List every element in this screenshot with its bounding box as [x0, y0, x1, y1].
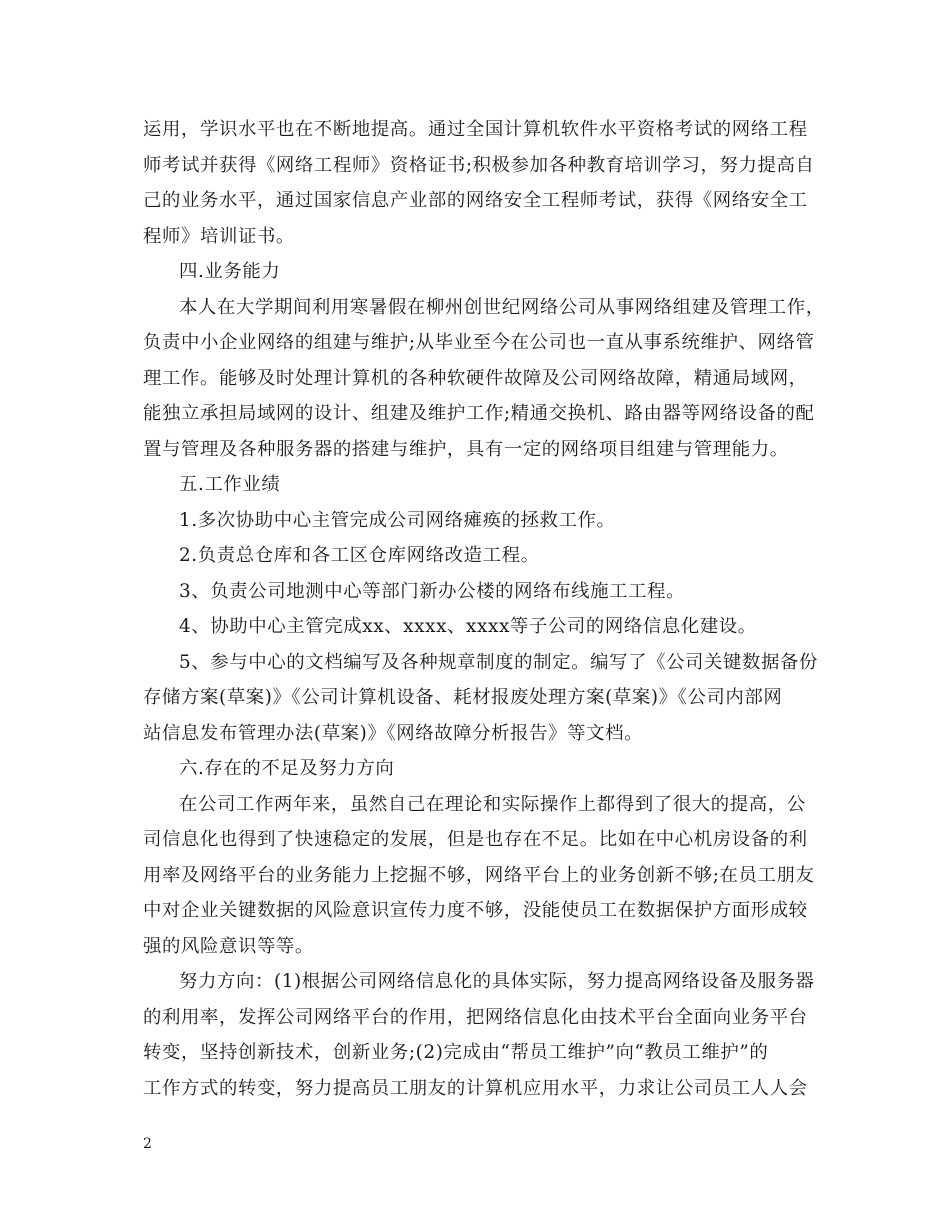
text-line: 己的业务水平，通过国家信息产业部的网络安全工程师考试，获得《网络安全工 [143, 190, 808, 211]
text-line: 存储方案(草案)》《公司计算机设备、耗材报废处理方案(草案)》《公司内部网 [143, 687, 783, 708]
page-number: 2 [143, 1136, 152, 1152]
text-line: 理工作。能够及时处理计算机的各种软硬件故障及公司网络故障，精通局域网， [143, 367, 808, 389]
list-item: 1.多次协助中心主管完成公司网络瘫痪的拯救工作。 [179, 509, 616, 531]
list-item: 3、负责公司地测中心等部门新办公楼的网络布线施工工程。 [179, 580, 686, 602]
section-heading: 五.工作业绩 [179, 474, 281, 495]
text-line: 程师》培训证书。 [143, 225, 295, 247]
text-line: 的利用率，发挥公司网络平台的作用，把网络信息化由技术平台全面向业务平台 [143, 1006, 808, 1028]
text-line: 中对企业关键数据的风险意识宣传力度不够，没能使员工在数据保护方面形成较 [143, 900, 808, 921]
text-line: 师考试并获得《网络工程师》资格证书;积极参加各种教育培训学习，努力提高自 [143, 154, 815, 176]
text-line: 努力方向：(1)根据公司网络信息化的具体实际，努力提高网络设备及服务器 [179, 971, 815, 992]
text-line: 强的风险意识等等。 [143, 935, 314, 957]
text-line: 在公司工作两年来，虽然自己在理论和实际操作上都得到了很大的提高，公 [179, 793, 806, 815]
text-line: 站信息发布管理办法(草案)》《网络故障分析报告》等文档。 [143, 722, 644, 744]
list-item: 5、参与中心的文档编写及各种规章制度的制定。编写了《公司关键数据备份 [179, 651, 818, 673]
text-line: 用率及网络平台的业务能力上挖掘不够，网络平台上的业务创新不够;在员工朋友 [143, 864, 815, 886]
text-line: 转变，坚持创新技术，创新业务;(2)完成由“帮员工维护”向“教员工维护”的 [143, 1042, 769, 1063]
text-line: 负责中小企业网络的组建与维护;从毕业至今在公司也一直从事系统维护、网络管 [143, 332, 815, 353]
document-body [143, 112, 823, 1106]
text-line: 能独立承担局域网的设计、组建及维护工作;精通交换机、路由器等网络设备的配 [143, 403, 815, 424]
list-item: 4、协助中心主管完成xx、xxxx、xxxx等子公司的网络信息化建设。 [179, 616, 757, 637]
list-item: 2.负责总仓库和各工区仓库网络改造工程。 [179, 545, 540, 566]
section-heading: 六.存在的不足及努力方向 [179, 758, 395, 779]
text-line: 运用，学识水平也在不断地提高。通过全国计算机软件水平资格考试的网络工程 [143, 119, 808, 140]
section-heading: 四.业务能力 [179, 261, 281, 282]
text-line: 本人在大学期间利用寒暑假在柳州创世纪网络公司从事网络组建及管理工作， [179, 296, 825, 318]
text-line: 司信息化也得到了快速稳定的发展，但是也存在不足。比如在中心机房设备的利 [143, 829, 808, 850]
text-line: 工作方式的转变，努力提高员工朋友的计算机应用水平，力求让公司员工人人会 [143, 1077, 808, 1099]
text-line: 置与管理及各种服务器的搭建与维护，具有一定的网络项目组建与管理能力。 [143, 438, 789, 460]
